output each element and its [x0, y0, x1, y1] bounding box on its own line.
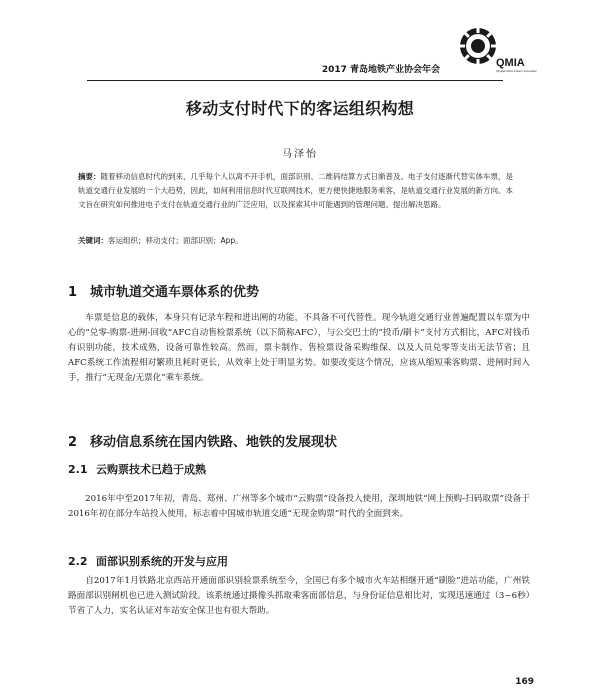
section-number: 1	[68, 285, 78, 300]
section-title: 城市轨道交通车票体系的优势	[90, 285, 260, 300]
section-heading	[68, 431, 337, 450]
paper-title: 移动支付时代下的客运组织构想	[185, 99, 415, 118]
running-header: 2017 青岛地铁产业协会年会	[321, 65, 440, 75]
page-number: 169	[515, 677, 534, 687]
subsection-heading	[68, 461, 206, 477]
keywords	[78, 235, 518, 246]
section-title: 移动信息系统在国内铁路、地铁的发展现状	[90, 435, 338, 450]
subsection-paragraph: 2016年中至2017年初，青岛、郑州、广州等多个城市“云购票”设备投入使用，深圳地铁“网上预购-扫码取票”设备于2016年初在部分车站投入使用，标志着中国城市轨道交通“无现金购票”时代的全面到来。	[68, 494, 530, 519]
section-paragraph: 车票是信息的载体，本身只有记录车程和进出闸的功能，不具备不可代替性。现今轨道交通行业普遍配置以车票为中心的“兑零-购票-进闸-回收”AFC自动售检票系统（以下简称AFC），与公交巴士的“投币/刷卡”支付方式相比，AFC对钱币有识别功能，技术成熟，设备可靠性较高。然而，票卡制作、售检票设备采购维保、以及人员兑零等支出无法节省；且AFC系统工作流程相对繁琐且耗时更长，从效率上处于明显劣势。如要改变这个情况，应该从缩短乘客购票、进闸时间入手，推行“无现金/无票化”乘车系统。	[68, 313, 530, 383]
abstract-label: 摘要：	[78, 172, 101, 181]
logo-text: QMIA	[496, 57, 525, 69]
section-heading	[68, 281, 259, 300]
subsection-number: 2.2	[68, 555, 88, 568]
subsection-title: 面部识别系统的开发与应用	[96, 555, 228, 568]
subsection-number: 2.1	[68, 463, 88, 476]
section-number: 2	[68, 435, 78, 450]
subsection-paragraph: 自2017年1月铁路北京西站开通面部识别验票系统至今，全国已有多个城市火车站相继开通“刷脸”进站功能，广州铁路面部识别闸机也已进入测试阶段。该系统通过摄像头抓取乘客面部信息，与身份证信息相比对，实现迅速通过（3~6秒）节省了人力，实名认证对车站安全保卫也有很大帮助。	[68, 576, 530, 616]
keywords-label: 关键词：	[78, 236, 108, 245]
paper-author: 马泽怡	[282, 149, 318, 160]
header-rule	[87, 80, 503, 81]
logo-emblem	[460, 28, 496, 64]
subsection-title: 云购票技术已趋于成熟	[96, 463, 206, 476]
abstract	[78, 170, 518, 212]
qmia-logo	[450, 24, 540, 86]
subsection-heading	[68, 553, 228, 569]
logo-subtext: Qingdao Metro Industry Association	[496, 70, 537, 73]
keywords-text: 客运组织；移动支付；面部识别；App。	[108, 236, 243, 245]
abstract-text: 随着移动信息时代的到来，几乎每个人以离不开手机，面部识别、二维码结算方式日渐普及。电子支付逐渐代替实体车票，是轨道交通行业发展的一个大趋势，因此，如何利用信息时代互联网技术，更方便快捷地服务乘客，是轨道交通行业发展的新方向。本文旨在研究如何推进电子支付在轨道交通行业的广泛应用，以及探索其中可能遇到的管理问题、提出解决思路。	[78, 172, 513, 209]
